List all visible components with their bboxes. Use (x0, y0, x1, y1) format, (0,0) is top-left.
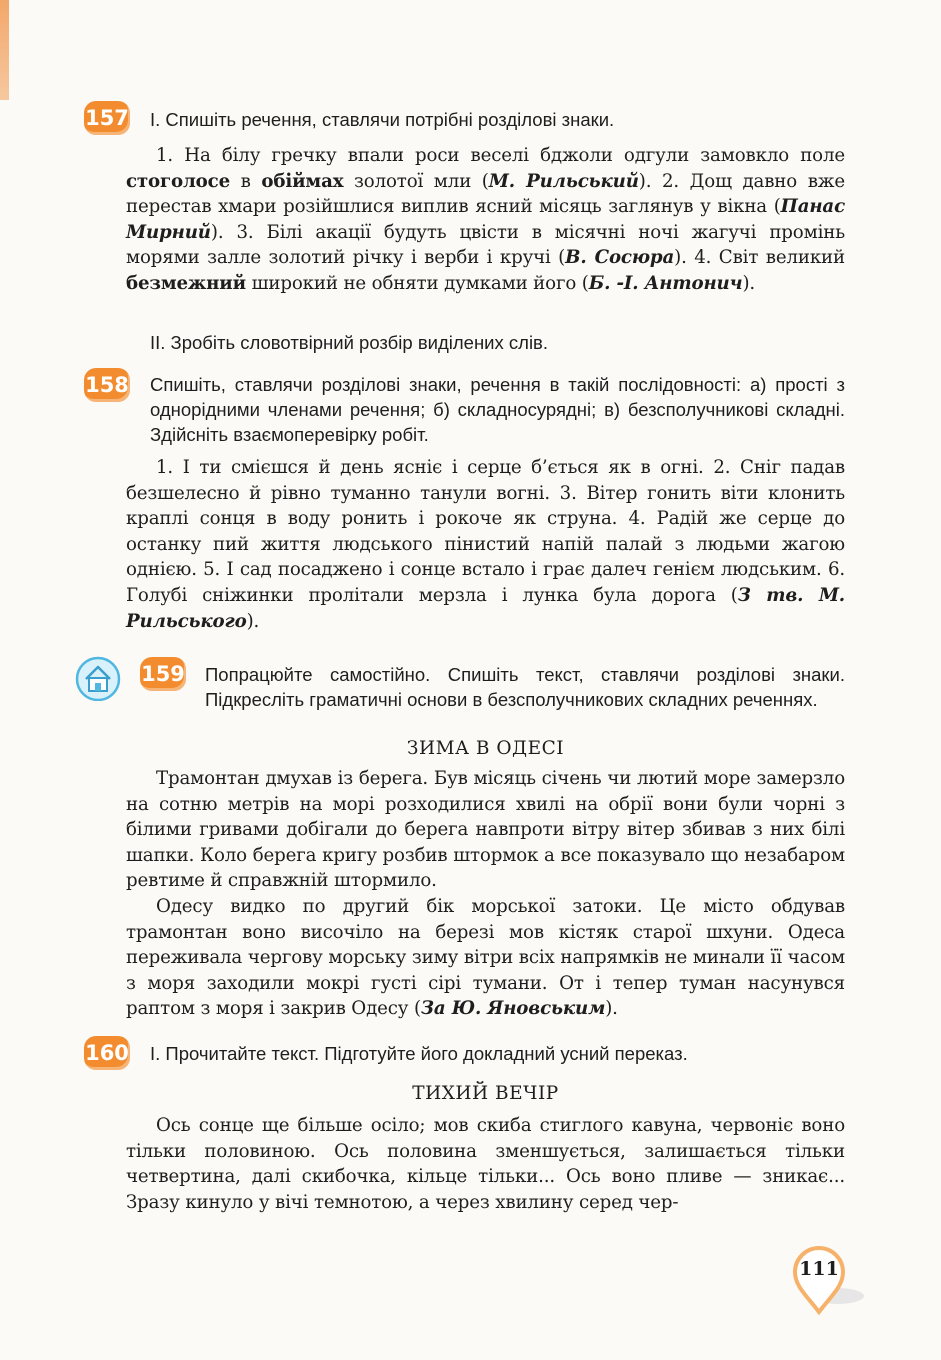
exercise-instruction (150, 1041, 845, 1066)
paragraph (126, 143, 845, 297)
text-run: ). 4. Світ великий (674, 247, 845, 269)
exercise-number-badge: 158 (84, 368, 130, 402)
instruction-text: ІІ. Зробіть словотвірний розбір виділених слів. (150, 332, 549, 353)
author: За Ю. Яновським (420, 998, 606, 1020)
text-title: ЗИМА В ОДЕСІ (406, 738, 565, 759)
instruction-text: Спишіть, ставлячи розділові знаки, речення в такій послідовності: а) прості з однорідними членами речення; б) складносурядні; в) безсполучникові складні. Здійсніть взаємоперевірку робіт. (150, 374, 845, 445)
exercise-instruction (150, 372, 845, 447)
author: В. Сосюра (565, 247, 675, 269)
text-run: ). 3. Білі акації будуть цвісти в місячні ночі жагучі промінь морями залле золотий річку і верби і кручі ( (126, 221, 845, 269)
highlighted-word: обіймах (261, 170, 344, 192)
author: М. Рильський (488, 170, 639, 192)
text-run: 1. І ти смієшся й день ясніє і серце б’ється як в огні. 2. Сніг падав безшелесно й рівно туманно танули вогні. 3. Вітер гонить віти клонить краплі сонця в воду ронить і рокоче як струна. 4. Радій же серце до останку пий життя людського пінистий напій палай з людьми жагою однією. 5. І сад посаджено і сонце встало і грає далеч генієм людським. 6. Голубі сніжинки пролітали мерзла і лунка була дорога ( (126, 457, 845, 606)
text-run: в (230, 170, 262, 192)
exercise-text (126, 766, 845, 1022)
text-run: золотої мли ( (343, 170, 489, 192)
paragraph (126, 455, 845, 634)
paragraph (126, 894, 845, 1022)
text-run: ). 2. Дощ давно вже перестав хмари розійшлися виплив ясний місяць заглянув у вікна ( (126, 170, 845, 218)
exercise-number-badge: 157 (84, 101, 130, 135)
edge-decoration (0, 0, 9, 100)
exercise-instruction (150, 107, 845, 132)
text-title: ТИХИЙ ВЕЧІР (412, 1083, 559, 1104)
text-run: Одесу видко по другий бік морської затоки. Це місто обдував трамонтан воно височіло на березі мов кістяк старої шхуни. Одеса переживала чергову морську зиму вітри всіх напрямків не минали її часом з моря заходили мокрі густі сірі тумани. От і тепер туман насунувся раптом з моря і закрив Одесу ( (126, 895, 845, 1020)
instruction-text: І. Прочитайте текст. Підготуйте його докладний усний переказ. (150, 1043, 688, 1064)
instruction-text: Попрацюйте самостійно. Спишіть текст, ставлячи розділові знаки. Підкресліть граматичні основи в безсполучникових складних реченнях. (205, 664, 845, 710)
paragraph: Трамонтан дмухав із берега. Був місяць січень чи лютий море замерзло на сотню метрів на морі розходилися хвилі на обрії вони були чорні з білими гривами добігали до берега навпроти вітру вітер збивав з них білі шапки. Коло берега кригу розбив штормок а все показувало що незабаром ревтиме й справжній штормило. (126, 768, 845, 892)
page-number-marker (786, 1240, 866, 1316)
author: З тв. М. Рильського (126, 584, 845, 632)
highlighted-word: стоголосе (126, 170, 231, 192)
exercise-text (126, 143, 845, 297)
page-number: 111 (799, 1258, 839, 1280)
instruction-text: І. Спишіть речення, ставлячи потрібні розділові знаки. (150, 109, 615, 130)
text-run: ). (605, 998, 618, 1020)
text-run: широкий не обняти думками його ( (246, 272, 589, 294)
house-icon (74, 655, 124, 701)
text-run: 1. На білу гречку впали роси веселі бджоли одгули замовкло поле (156, 145, 845, 166)
text-run: ). (246, 610, 260, 632)
exercise-number-badge: 159 (140, 657, 186, 691)
author: Б. -І. Антонич (588, 272, 743, 294)
author: Панас Мирний (126, 196, 845, 243)
exercise-instruction (150, 330, 845, 355)
paragraph: Ось сонце ще більше осіло; мов скиба стиглого кавуна, червоніє воно тільки половиною. Ось половина зменшується, залишається тільки четвертина, далі скибочка, кільце тільки... Ось воно пливе — зникає... Зразу кинуло у вічі темнотою, а через хвилину серед чер- (126, 1115, 845, 1213)
text-run: ). (742, 272, 756, 294)
exercise-instruction (205, 662, 845, 712)
exercise-text (126, 455, 845, 634)
exercise-number-badge: 160 (84, 1036, 130, 1070)
exercise-text (126, 1113, 845, 1215)
highlighted-word: безмежний (126, 272, 246, 294)
